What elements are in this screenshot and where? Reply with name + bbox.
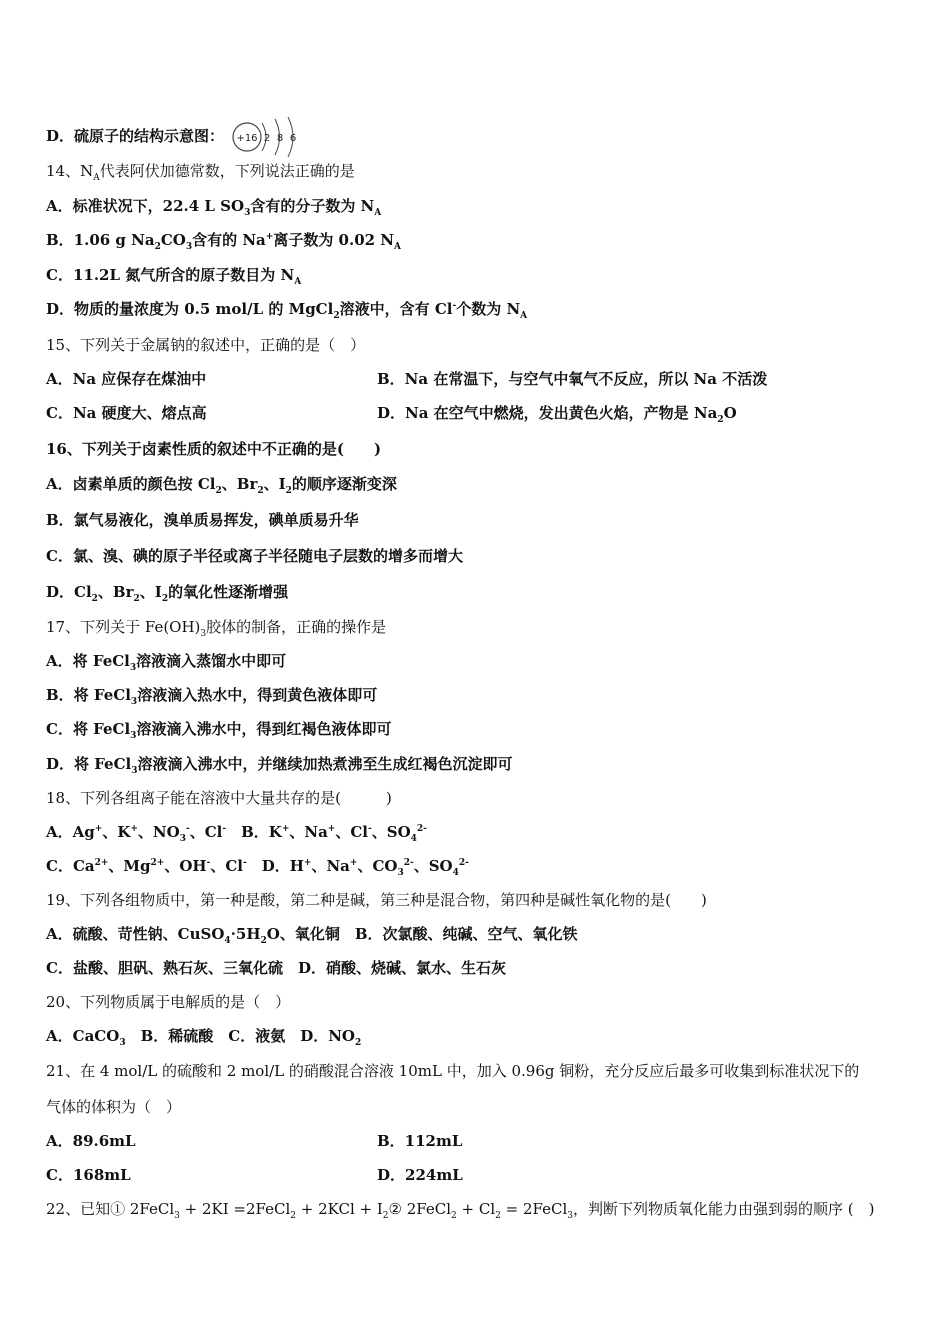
q17-option-c: C．将 FeCl$_3$溶液滴入沸水中，得到红褐色液体即可 — [46, 720, 392, 741]
q17-stem: 17、下列关于 $Fe(OH)_3$胶体的制备，正确的操作是 — [46, 618, 387, 639]
q21-option-b: B．112mL — [377, 1132, 463, 1150]
q17-option-b: B．将 FeCl$_3$溶液滴入热水中，得到黄色液体即可 — [46, 686, 378, 707]
q19-options-ab: A．硫酸、苛性钠、$CuSO_4\cdot 5H_2O$、氧化铜 B．次氯酸、纯碱、空气、氧化铁 — [46, 925, 578, 946]
q21-stem-line1: 21、在 4 mol/L 的硫酸和 2 mol/L 的硝酸混合溶液 10mL 中，加入 0.96g 铜粉，充分反应后最多可收集到标准状况下的 — [46, 1062, 860, 1080]
q19-stem: 19、下列各组物质中，第一种是酸，第二种是碱，第三种是混合物，第四种是碱性氧化物的是( ) — [46, 891, 707, 909]
q18-stem: 18、下列各组离子能在溶液中大量共存的是( ) — [46, 789, 392, 807]
shell-count-3: 6 — [290, 133, 297, 144]
q15-option-d: D．Na 在空气中燃烧，发出黄色火焰，产物是 $Na_2O$ — [377, 404, 737, 425]
q16-option-d: D．$Cl_2$、$Br_2$、$I_2$的氧化性逐渐增强 — [46, 583, 289, 604]
q15-option-b: B．Na 在常温下，与空气中氧气不反应，所以 Na 不活泼 — [377, 370, 768, 388]
q15-stem: 15、下列关于金属钠的叙述中，正确的是（ ） — [46, 336, 366, 354]
q21-stem-line2: 气体的体积为（ ） — [46, 1098, 182, 1116]
q19-options-cd: C．盐酸、胆矾、熟石灰、三氧化硫 D．硝酸、烧碱、氯水、生石灰 — [46, 959, 506, 977]
q18-options-cd: C．$Ca^{2+}$、$Mg^{2+}$、OH-、Cl- D．H+、Na+、$CO_3^{2-}$、$SO_4^{2-}$ — [46, 857, 469, 878]
q14-option-b: B．1.06 g $Na_2CO_3$含有的 Na+离子数为 0.02 $N_A$ — [46, 231, 402, 252]
q16-option-c: C．氯、溴、碘的原子半径或离子半径随电子层数的增多而增大 — [46, 547, 463, 565]
q21-option-a: A．89.6mL — [46, 1132, 136, 1150]
q15-option-a: A．Na 应保存在煤油中 — [46, 370, 207, 388]
q13-option-d — [46, 114, 301, 160]
q20-stem: 20、下列物质属于电解质的是（ ） — [46, 993, 291, 1011]
q22-stem: 22、已知① 2FeCl$_3$ + 2KI =2FeCl$_2$ + $2KCl + I_2②$ 2FeCl$_2$ + $Cl_2$ = 2FeCl$_3$，判断下列物质氧化能力由强到弱的顺序 ( ) — [46, 1200, 875, 1221]
q14-option-c: C．11.2L 氮气所含的原子数目为 $N_A$ — [46, 266, 302, 287]
nucleus-charge: +16 — [236, 133, 258, 144]
q17-option-a: A．将 FeCl$_3$溶液滴入蒸馏水中即可 — [46, 652, 287, 673]
q15-option-c: C．Na 硬度大、熔点高 — [46, 404, 207, 422]
q16-option-a: A．卤素单质的颜色按 $Cl_2$、$Br_2$、$I_2$的顺序逐渐变深 — [46, 475, 397, 496]
q21-option-d: D．224mL — [377, 1166, 463, 1184]
sulfur-atom-diagram — [231, 114, 301, 160]
q14-option-a: A．标准状况下，22.4 L $SO_3$含有的分子数为 $N_A$ — [46, 197, 382, 218]
q16-stem: 16、下列关于卤素性质的叙述中不正确的是( ) — [46, 440, 382, 458]
q16-option-b: B．氯气易液化，溴单质易挥发，碘单质易升华 — [46, 511, 359, 529]
q14-option-d: D．物质的量浓度为 0.5 mol/L 的 MgCl$_2$溶液中，含有 Cl-个数为 $N_A$ — [46, 300, 528, 321]
q21-option-c: C．168mL — [46, 1166, 131, 1184]
shell-count-1: 2 — [264, 133, 271, 144]
q20-options: A．CaCO$_3$ B．稀硫酸 C．液氨 D．$NO_2$ — [46, 1027, 362, 1048]
q13-option-d-text: D．硫原子的结构示意图： — [46, 127, 225, 145]
q18-options-ab: A．Ag+、K+、$NO_3^-$、Cl- B．K+、Na+、Cl-、$SO_4^{2-}$ — [46, 823, 427, 844]
q14-stem: 14、$N_A$代表阿伏加德常数，下列说法正确的是 — [46, 162, 355, 183]
q17-option-d: D．将 FeCl$_3$溶液滴入沸水中，并继续加热煮沸至生成红褐色沉淀即可 — [46, 755, 513, 776]
shell-count-2: 8 — [277, 133, 284, 144]
